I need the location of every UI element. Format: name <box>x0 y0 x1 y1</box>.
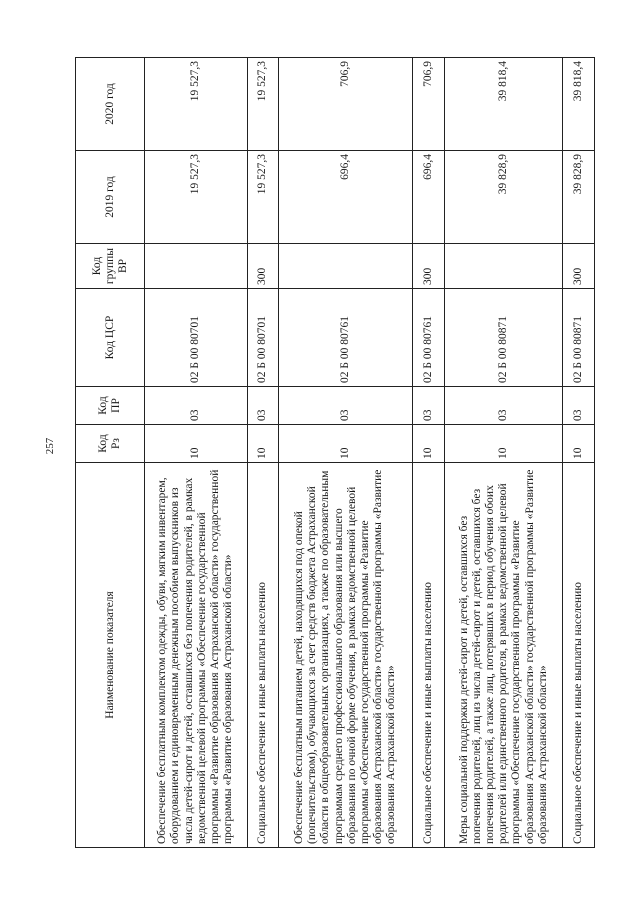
row-2019: 19 527,3 <box>247 151 279 244</box>
row-name: Социальное обеспечение и иные выплаты населению <box>247 463 279 848</box>
header-2020: 2020 год <box>76 58 145 151</box>
row-name: Социальное обеспечение и иные выплаты населению <box>413 463 445 848</box>
row-vr <box>445 244 563 289</box>
row-pr: 03 <box>413 387 445 425</box>
row-vr <box>279 244 413 289</box>
row-csr: 02 Б 00 80761 <box>279 289 413 387</box>
table-row <box>145 58 247 848</box>
header-rz: Код Рз <box>76 425 145 463</box>
row-vr: 300 <box>413 244 445 289</box>
row-pr: 03 <box>445 387 563 425</box>
row-name: Социальное обеспечение и иные выплаты населению <box>563 463 595 848</box>
table-row <box>445 58 563 848</box>
table-row <box>413 58 445 848</box>
row-rz: 10 <box>247 425 279 463</box>
row-name: Обеспечение бесплатным комплектом одежды, обуви, мягким инвентарем, оборудованием и единовременным денежным пособием выпускников из числа детей-сирот и детей, оставшихся без попечения родителей, в рамках ведомственной целевой программы «Обеспечение государственной программы «Развитие образования Астраханской области» государственной программы «Развитие образования Астраханской области» <box>145 463 247 848</box>
row-vr <box>145 244 247 289</box>
page-number: 257 <box>44 437 56 455</box>
row-2019: 39 828,9 <box>563 151 595 244</box>
row-rz: 10 <box>563 425 595 463</box>
row-csr: 02 Б 00 80871 <box>445 289 563 387</box>
row-csr: 02 Б 00 80871 <box>563 289 595 387</box>
row-rz: 10 <box>445 425 563 463</box>
row-rz: 10 <box>413 425 445 463</box>
row-2020: 706,9 <box>413 58 445 151</box>
row-2019: 19 527,3 <box>145 151 247 244</box>
row-rz: 10 <box>145 425 247 463</box>
row-pr: 03 <box>247 387 279 425</box>
row-2020: 19 527,3 <box>145 58 247 151</box>
table-row <box>279 58 413 848</box>
row-2019: 696,4 <box>279 151 413 244</box>
row-vr: 300 <box>563 244 595 289</box>
row-name: Обеспечение бесплатным питанием детей, находящихся под опекой (попечительством), обучающихся за счет средств бюджета Астраханской области в общеобразовательных организациях, а также по образовательным программам среднего профессионального образования или высшего образования по очной форме обучения, в рамках ведомственной целевой программы «Обеспечение государственной программы «Развитие образования Астраханской области» государственной программы «Развитие образования Астраханской области» <box>279 463 413 848</box>
table-row <box>563 58 595 848</box>
table-header-row <box>76 58 145 848</box>
header-csr: Код ЦСР <box>76 289 145 387</box>
table-row <box>247 58 279 848</box>
row-2019: 39 828,9 <box>445 151 563 244</box>
header-2019: 2019 год <box>76 151 145 244</box>
row-pr: 03 <box>145 387 247 425</box>
header-name: Наименование показателя <box>76 463 145 848</box>
header-vr: Код группы ВР <box>76 244 145 289</box>
row-vr: 300 <box>247 244 279 289</box>
row-2019: 696,4 <box>413 151 445 244</box>
row-pr: 03 <box>563 387 595 425</box>
row-pr: 03 <box>279 387 413 425</box>
row-csr: 02 Б 00 80761 <box>413 289 445 387</box>
row-2020: 706,9 <box>279 58 413 151</box>
budget-table <box>75 57 595 848</box>
row-2020: 39 818,4 <box>445 58 563 151</box>
row-2020: 19 527,3 <box>247 58 279 151</box>
rotated-page-area <box>75 58 595 848</box>
row-csr: 02 Б 00 80701 <box>145 289 247 387</box>
table-frame <box>75 58 595 848</box>
row-2020: 39 818,4 <box>563 58 595 151</box>
row-csr: 02 Б 00 80701 <box>247 289 279 387</box>
row-rz: 10 <box>279 425 413 463</box>
row-name: Меры социальной поддержки детей-сирот и детей, оставшихся без попечения родителей, лиц из числа детей-сирот и детей, оставшихся без попечения родителей, а также лиц, потерявших в период обучения обоих родителей или единственного родителя, в рамках ведомственной целевой программы «Обеспечение государственной программы «Развитие образования Астраханской области» государственной программы «Развитие образования Астраханской области» <box>445 463 563 848</box>
header-pr: Код ПР <box>76 387 145 425</box>
